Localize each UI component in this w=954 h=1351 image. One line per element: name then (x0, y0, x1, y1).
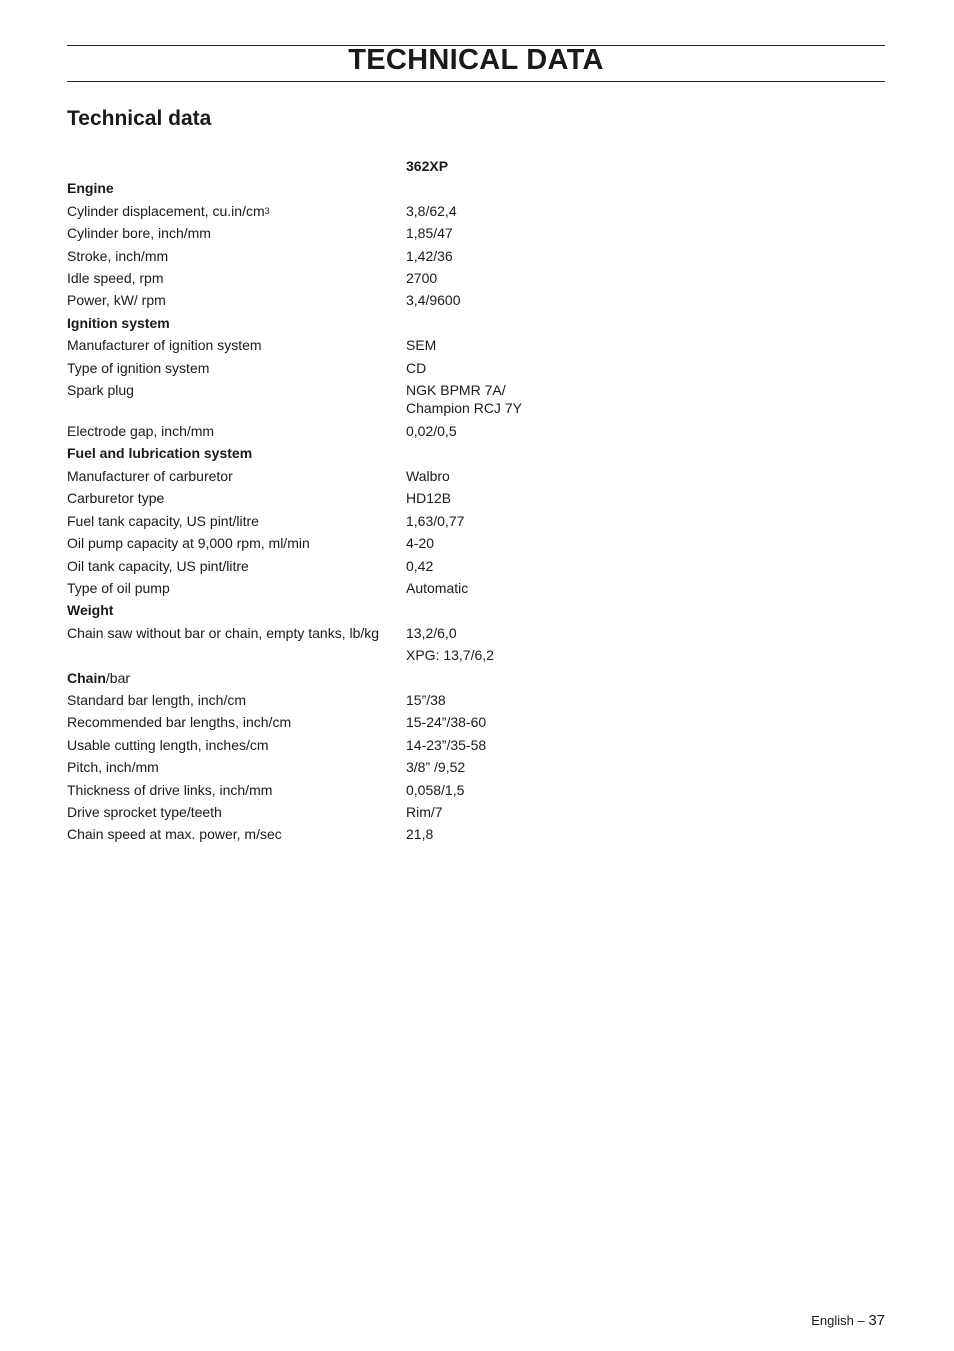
model-header-row (67, 155, 667, 177)
spec-label: Carburetor type (67, 490, 165, 507)
table-row (67, 379, 667, 420)
spec-label: Drive sprocket type/teeth (67, 803, 222, 820)
table-row (67, 357, 667, 379)
spec-label: Cylinder displacement, $cu.in/cm^3$ (67, 202, 270, 219)
table-row (67, 245, 667, 267)
title-underline (67, 81, 885, 82)
table-row (67, 644, 667, 666)
spec-value: NGK BPMR 7A/ Champion RCJ 7Y (406, 382, 522, 417)
spec-label: Idle speed, rpm (67, 270, 164, 287)
spec-label: Standard bar length, inch/cm (67, 691, 246, 708)
table-row (67, 622, 667, 644)
table-row (67, 222, 667, 244)
spec-value: Automatic (406, 579, 469, 596)
spec-value: 3,8/62,4 (406, 202, 457, 219)
spec-label: Fuel tank capacity, US pint/litre (67, 512, 259, 529)
table-row (67, 510, 667, 532)
spec-label: Recommended bar lengths, inch/cm (67, 714, 292, 731)
footer-language: English (811, 1313, 854, 1328)
table-row (67, 200, 667, 222)
table-row (67, 689, 667, 711)
table-row (67, 532, 667, 554)
spec-label: Spark plug (67, 382, 134, 399)
spec-value: 0,42 (406, 557, 434, 574)
model-name: 362XP (406, 158, 449, 174)
spec-value: 3,4/9600 (406, 292, 461, 309)
spec-value: 2700 (406, 270, 438, 287)
page-footer (811, 1312, 885, 1329)
spec-value: SEM (406, 337, 437, 354)
spec-value: 0,02/0,5 (406, 423, 457, 440)
spec-label: Type of ignition system (67, 359, 210, 376)
spec-value: 14-23”/35-58 (406, 736, 487, 753)
table-row (67, 734, 667, 756)
spec-label: Manufacturer of ignition system (67, 337, 262, 354)
spec-table (67, 155, 667, 846)
spec-value: 21,8 (406, 826, 434, 843)
table-row (67, 801, 667, 823)
engine-heading-row (67, 177, 667, 199)
spec-value: 3/8” /9,52 (406, 759, 466, 776)
spec-value: 0,058/1,5 (406, 781, 465, 798)
ignition-heading: Ignition system (67, 314, 170, 331)
spec-label: Cylinder bore, inch/mm (67, 225, 211, 242)
table-row (67, 487, 667, 509)
spec-label: Power, kW/ rpm (67, 292, 166, 309)
chain-heading-row (67, 667, 667, 689)
engine-heading: Engine (67, 180, 114, 197)
spec-value: XPG: 13,7/6,2 (406, 647, 494, 664)
table-row (67, 577, 667, 599)
ignition-heading-row (67, 312, 667, 334)
spec-label: Pitch, inch/mm (67, 759, 159, 776)
spec-value: 15”/38 (406, 691, 446, 708)
table-row (67, 555, 667, 577)
spec-value: Rim/7 (406, 803, 443, 820)
table-row (67, 823, 667, 845)
page-number: 37 (868, 1312, 885, 1329)
table-row (67, 420, 667, 442)
spec-value: 1,85/47 (406, 225, 453, 242)
fuel-heading: Fuel and lubrication system (67, 445, 253, 462)
chain-heading: Chain/bar (67, 669, 131, 686)
table-row (67, 267, 667, 289)
table-row (67, 756, 667, 778)
table-row (67, 334, 667, 356)
spec-value: CD (406, 359, 427, 376)
spec-value: HD12B (406, 490, 452, 507)
table-row (67, 289, 667, 311)
spec-label: Stroke, inch/mm (67, 247, 169, 264)
page-title: TECHNICAL DATA (348, 44, 604, 76)
spec-value: Walbro (406, 467, 450, 484)
table-row (67, 465, 667, 487)
spec-label: Thickness of drive links, inch/mm (67, 781, 273, 798)
spec-label: Manufacturer of carburetor (67, 467, 233, 484)
spec-label: Chain speed at max. power, m/sec (67, 826, 282, 843)
spec-value: 1,42/36 (406, 247, 453, 264)
spec-value: 4-20 (406, 535, 435, 552)
spec-label: Oil pump capacity at 9,000 rpm, ml/min (67, 535, 310, 552)
spec-label: Electrode gap, inch/mm (67, 423, 215, 440)
spec-value: 13,2/6,0 (406, 624, 457, 641)
spec-value: 1,63/0,77 (406, 512, 465, 529)
fuel-heading-row (67, 442, 667, 464)
spec-label: Chain saw without bar or chain, empty tanks, lb/kg (67, 624, 380, 641)
section-heading: Technical data (67, 107, 212, 130)
spec-label: Usable cutting length, inches/cm (67, 736, 269, 753)
table-row (67, 779, 667, 801)
weight-heading: Weight (67, 602, 114, 619)
table-row (67, 711, 667, 733)
spec-label: Oil tank capacity, US pint/litre (67, 557, 249, 574)
spec-value: 15-24”/38-60 (406, 714, 487, 731)
spec-label: Type of oil pump (67, 579, 170, 596)
weight-heading-row (67, 599, 667, 621)
footer-separator: – (857, 1313, 865, 1328)
